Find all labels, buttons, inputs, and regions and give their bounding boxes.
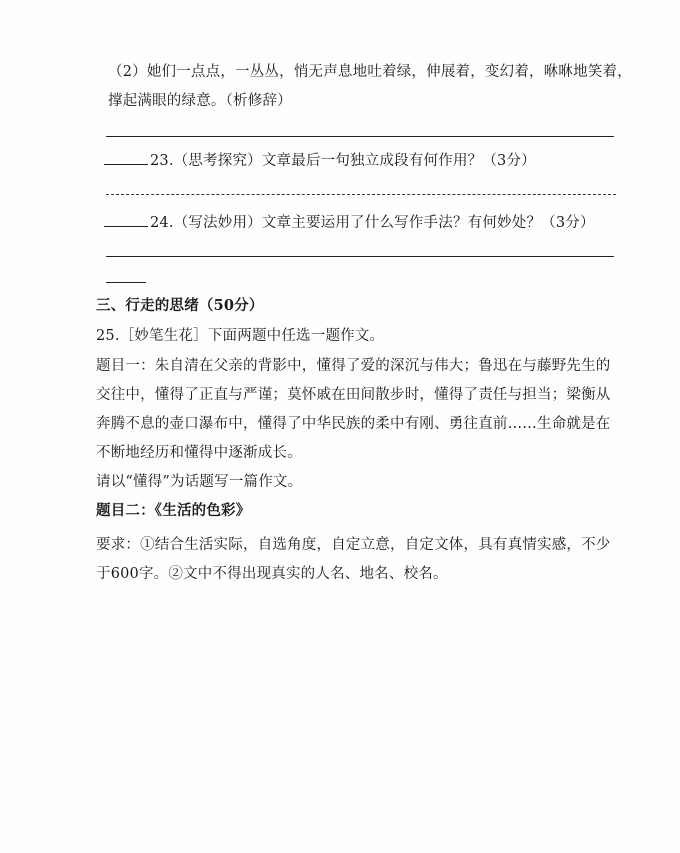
section3-heading: 三、行走的思绪（50分）: [96, 297, 264, 314]
q23-text: 23.（思考探究）文章最后一句独立成段有何作用？（3分）: [150, 153, 536, 169]
answer-line-q24-2[interactable]: [106, 282, 146, 283]
q23-score-blank[interactable]: [104, 150, 148, 165]
requirements-line: 于600字。②文中不得出现真实的人名、地名、校名。: [96, 566, 448, 582]
topic1-prompt: 请以“懂得”为话题写一篇作文。: [96, 474, 303, 490]
q24-score-blank[interactable]: [104, 212, 148, 227]
answer-line-q24-1[interactable]: [106, 256, 614, 257]
answer-line-q23[interactable]: [106, 194, 616, 195]
topic1-line: 题目一：朱自清在父亲的背影中，懂得了爱的深沉与伟大；鲁迅在与藤野先生的: [96, 358, 611, 374]
q24-text: 24.（写法妙用）文章主要运用了什么写作手法？有何妙处？（3分）: [150, 215, 595, 231]
topic1-line: 交往中，懂得了正直与严谨；莫怀戚在田间散步时，懂得了责任与担当；梁衡从: [96, 387, 611, 403]
q24-question: [104, 212, 595, 233]
requirements-line: 要求：①结合生活实际，自选角度，自定立意，自定文体，具有真情实感，不少: [96, 537, 611, 553]
q25-intro: 25.［妙笔生花］下面两题中任选一题作文。: [96, 328, 385, 344]
q23-question: [104, 150, 536, 171]
q22-part2-line1: （2）她们一点点，一丛丛，悄无声息地吐着绿，伸展着，变幻着，咻咻地笑着，: [108, 64, 632, 80]
topic2-title: 题目二：《生活的色彩》: [96, 502, 251, 519]
answer-line-q22[interactable]: [106, 136, 614, 137]
topic1-line: 奔腾不息的壶口瀑布中，懂得了中华民族的柔中有刚、勇往直前……生命就是在: [96, 416, 611, 432]
q22-part2-line2: 撑起满眼的绿意。（析修辞）: [108, 93, 292, 109]
topic1-line: 不断地经历和懂得中逐渐成长。: [96, 445, 302, 461]
